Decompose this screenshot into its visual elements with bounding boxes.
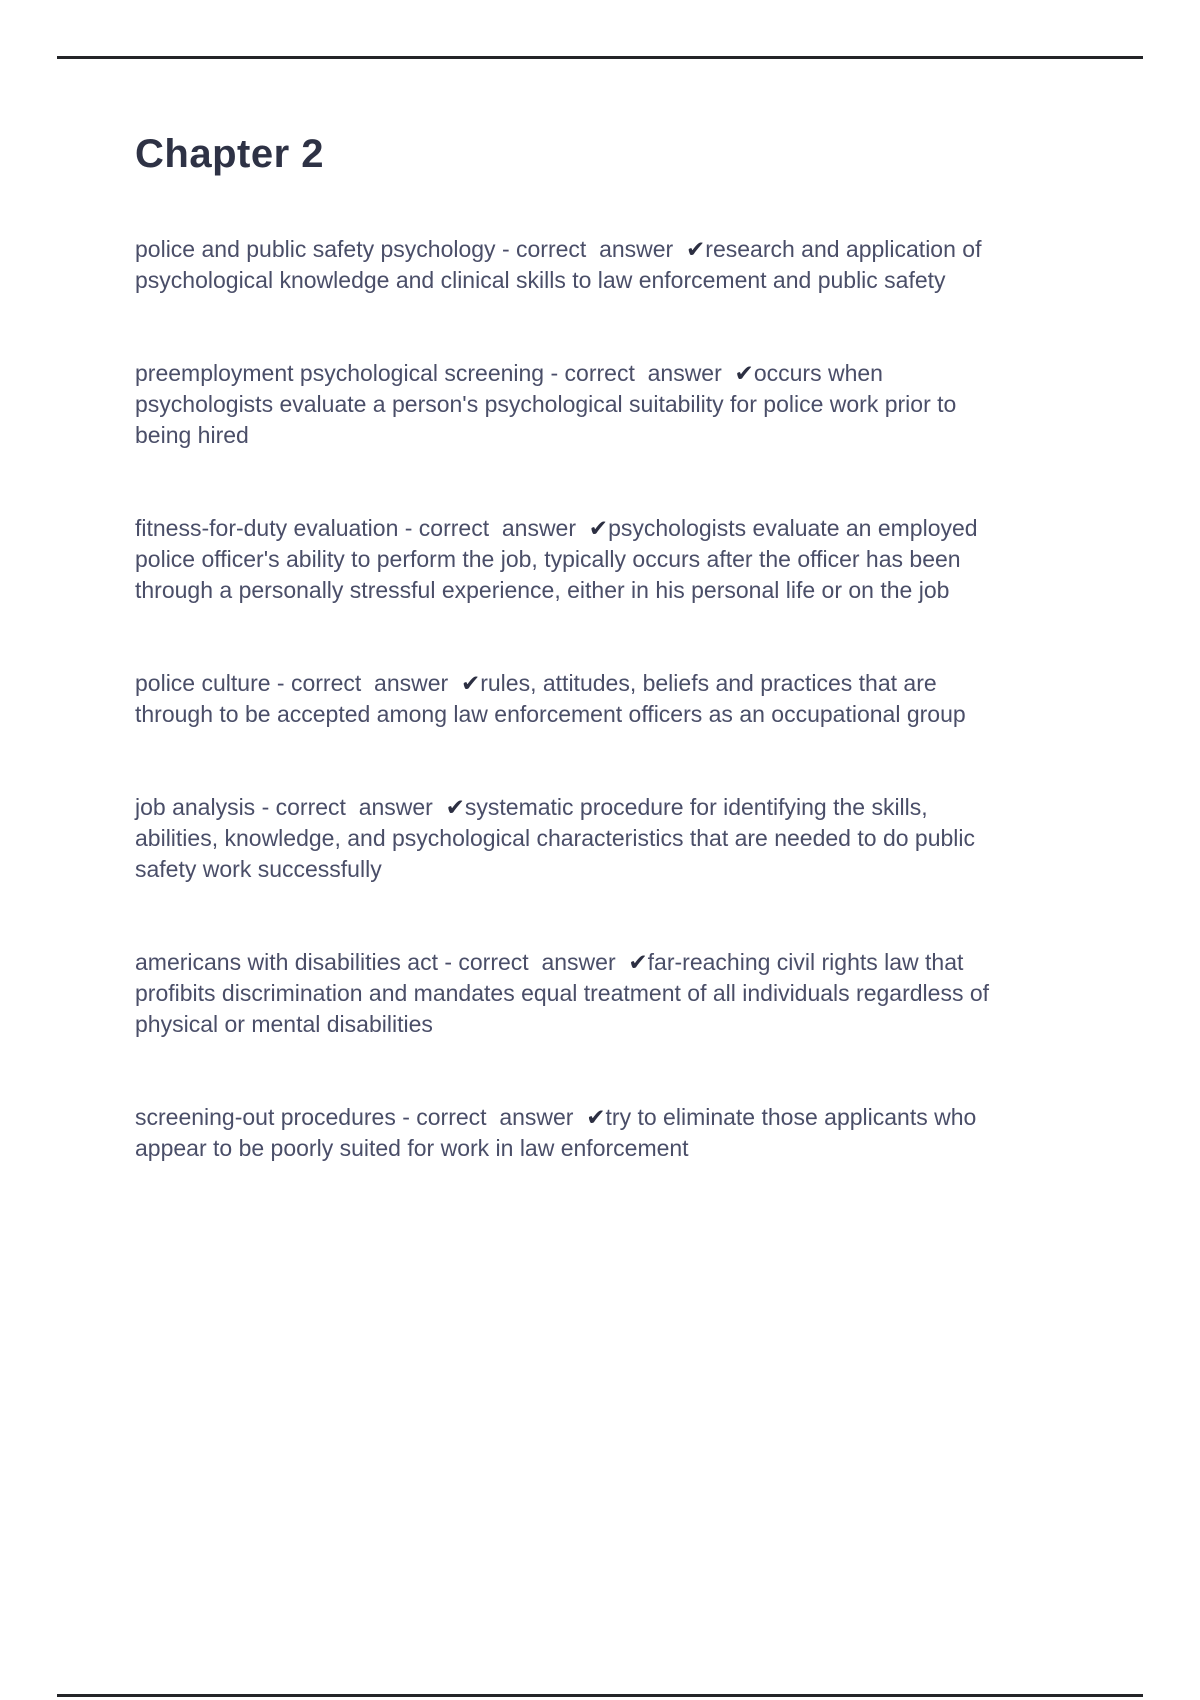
flashcard-entry (135, 668, 1007, 730)
definition-text: far-reaching civil rights law that profibits discrimination and mandates equal treatment of all individuals regardless of physical or mental disabilities (135, 949, 996, 1037)
term-and-answer-label: job analysis - correct answer (135, 794, 446, 820)
checkmark-icon: ✔ (460, 670, 481, 696)
flashcard-entry (135, 947, 1007, 1040)
checkmark-icon: ✔ (445, 794, 465, 820)
definition-text: research and application of psychological knowledge and clinical skills to law enforcement and public safety (135, 236, 988, 293)
definition-text: occurs when psychologists evaluate a person's psychological suitability for police work prior to being hired (135, 360, 963, 448)
definition-text: try to eliminate those applicants who appear to be poorly suited for work in law enforcement (135, 1104, 983, 1161)
page-title: Chapter 2 (135, 132, 324, 176)
term-and-answer-label: screening-out procedures - correct answer (135, 1104, 587, 1130)
term-and-answer-label: police culture - correct answer (135, 670, 461, 696)
term-and-answer-label: fitness-for-duty evaluation - correct answer (135, 515, 589, 541)
checkmark-icon: ✔ (588, 515, 609, 541)
checkmark-icon: ✔ (686, 236, 706, 262)
definition-text: rules, attitudes, beliefs and practices that are through to be accepted among law enforcement officers as an occupational group (135, 670, 966, 727)
definition-text: psychologists evaluate an employed police officer's ability to perform the job, typically occurs after the officer has been through a personally stressful experience, either in his personal life or on the job (135, 515, 984, 603)
checkmark-icon: ✔ (734, 360, 754, 386)
term-and-answer-label: preemployment psychological screening - correct answer (135, 360, 735, 386)
flashcard-entry (135, 513, 1007, 606)
flashcard-entry (135, 1102, 1007, 1164)
term-and-answer-label: police and public safety psychology - correct answer (135, 236, 686, 262)
checkmark-icon: ✔ (586, 1104, 606, 1130)
page-bottom-rule (57, 1694, 1143, 1697)
flashcard-list (135, 234, 1007, 1164)
definition-text: systematic procedure for identifying the skills, abilities, knowledge, and psychological characteristics that are needed to do public safety work successfully (135, 794, 982, 882)
flashcard-entry (135, 792, 1007, 885)
flashcard-entry (135, 234, 1007, 296)
flashcard-entry (135, 358, 1007, 451)
checkmark-icon: ✔ (628, 949, 648, 975)
term-and-answer-label: americans with disabilities act - correct answer (135, 949, 629, 975)
document-content (135, 0, 1007, 1226)
